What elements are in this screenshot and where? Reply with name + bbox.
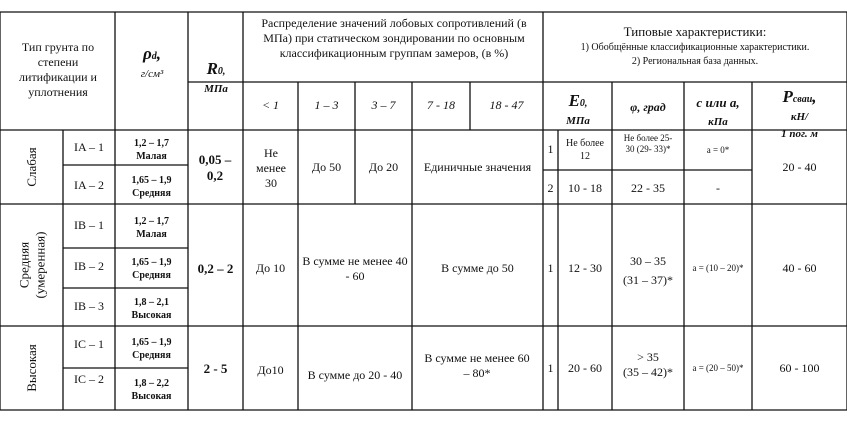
p-unit1: кН/ — [790, 110, 809, 123]
density-symbol: ρ — [142, 44, 152, 63]
phi-value — [612, 252, 684, 290]
range-1-3: 1 – 3 — [314, 98, 339, 112]
r0-subscript: 0, — [217, 66, 226, 77]
r0-unit: МПа — [204, 82, 228, 95]
header-phi: φ, град — [630, 100, 666, 114]
group-medium-name: Средняя (умеренная) — [16, 231, 47, 299]
row-number: 1 — [547, 361, 554, 375]
range-3-7: 3 – 7 — [371, 98, 396, 112]
range-7-18: 7 - 18 — [427, 98, 455, 112]
dist-3-7: До 20 — [368, 160, 399, 174]
p-value: 60 - 100 — [779, 361, 820, 375]
density-comma: , — [156, 44, 161, 63]
ca-value: a = (10 – 20)* — [692, 263, 744, 273]
density-value — [115, 297, 188, 322]
dist-7-47: В сумме до 50 — [441, 261, 514, 275]
density-range: 1,65 – 1,9 — [131, 257, 172, 268]
density-range: 1,2 – 1,7 — [134, 216, 169, 227]
r0-symbol: R — [206, 59, 218, 78]
phi-value: 22 - 35 — [631, 181, 665, 195]
density-value — [115, 257, 188, 282]
ca-value: a = (20 – 50)* — [692, 363, 744, 373]
dist-lt1: До10 — [257, 363, 284, 377]
header-distribution: Распределение значений лобовых сопротивлений (в МПа) при статическом зондировании по основным классификационным группам замеров, (в %) — [261, 16, 527, 60]
ca-value: a = 0* — [706, 145, 730, 155]
group-high-label: Высокая — [24, 344, 40, 392]
header-p — [752, 88, 847, 142]
header-typical-title: Типовые характеристики: — [623, 24, 767, 39]
dist-1-7: В сумме до 20 - 40 — [307, 368, 403, 382]
header-typical-item2: 2) Региональная база данных. — [631, 56, 759, 67]
row-number: 1 — [547, 261, 554, 275]
p-symbol: P — [782, 87, 793, 106]
e0-value: 12 - 30 — [568, 261, 602, 275]
header-typical-item1: 1) Обобщённые классификационные характеристики. — [580, 42, 810, 53]
density-value — [115, 175, 188, 200]
dist-1-3: До 50 — [311, 160, 342, 174]
dist-rest: Единичные значения — [423, 160, 532, 174]
density-label: Высокая — [131, 390, 172, 402]
phi-main: 30 – 35 — [630, 254, 666, 268]
header-soil-type: Тип грунта по степени литификации и уплотнения — [19, 40, 97, 99]
density-range: 1,8 – 2,2 — [134, 378, 169, 389]
subtype-code: IB – 2 — [74, 259, 104, 273]
e0-symbol: E — [568, 91, 580, 110]
subtype-code: IC – 1 — [74, 337, 104, 351]
phi-alt: (35 – 42)* — [623, 365, 673, 379]
e0-subscript: 0, — [579, 98, 588, 109]
density-unit: г/см³ — [140, 67, 164, 80]
subtype-code: IA – 1 — [74, 140, 104, 154]
group-medium-label — [16, 217, 47, 313]
density-value — [115, 138, 188, 163]
dist-lt1: Не менее 30 — [256, 146, 286, 190]
density-range: 1,65 – 1,9 — [131, 175, 172, 186]
row-number: 2 — [547, 181, 554, 195]
p-comma: , — [812, 87, 817, 106]
subtype-code: IB – 1 — [74, 218, 104, 232]
e0-value: 20 - 60 — [568, 361, 602, 375]
header-e0 — [544, 92, 612, 128]
density-label: Высокая — [131, 309, 172, 321]
density-range: 1,2 – 1,7 — [134, 138, 169, 149]
e0-value: Не более 12 — [566, 138, 604, 162]
subtype-code: IB – 3 — [74, 299, 104, 313]
dist-1-7: В сумме не менее 40 - 60 — [302, 254, 408, 283]
range-18-47: 18 - 47 — [489, 98, 524, 112]
range-lt1: < 1 — [261, 98, 280, 112]
density-subscript: d — [151, 51, 157, 62]
p-subscript: сваи — [792, 94, 813, 105]
subtype-code: IA – 2 — [74, 178, 104, 192]
dist-7-47: В сумме не менее 60 – 80* — [424, 351, 530, 380]
row-number: 1 — [547, 142, 554, 156]
density-value — [115, 378, 188, 403]
density-value — [115, 337, 188, 362]
header-r0 — [190, 60, 242, 96]
p-value: 40 - 60 — [782, 261, 817, 275]
r0-value: 0,05 – 0,2 — [198, 152, 232, 184]
density-value — [115, 216, 188, 241]
header-c-a — [684, 94, 752, 129]
density-range: 1,8 – 2,1 — [134, 297, 169, 308]
density-range: 1,65 – 1,9 — [131, 337, 172, 348]
density-label: Средняя — [132, 187, 171, 199]
phi-value: Не более 25- 30 (29- 33)* — [623, 133, 673, 155]
p-unit2: 1 пог. м — [781, 128, 818, 141]
subtype-code: IC – 2 — [74, 372, 104, 386]
c-a-unit: кПа — [708, 115, 728, 128]
density-label: Средняя — [132, 349, 171, 361]
ca-value: - — [716, 181, 720, 195]
phi-main: > 35 — [637, 350, 659, 364]
e0-unit: МПа — [566, 114, 590, 127]
header-density — [118, 45, 186, 81]
density-label: Средняя — [132, 269, 171, 281]
c-a-label: c или a, — [696, 95, 740, 110]
density-label: Малая — [136, 228, 167, 240]
group-weak-label: Слабая — [24, 147, 40, 187]
r0-value: 2 - 5 — [203, 361, 228, 376]
phi-alt: (31 – 37)* — [623, 273, 673, 288]
p-value: 20 - 40 — [782, 160, 817, 174]
e0-value: 10 - 18 — [568, 181, 602, 195]
dist-lt1: До 10 — [255, 261, 286, 275]
density-label: Малая — [136, 150, 167, 162]
r0-value: 0,2 – 2 — [197, 261, 234, 276]
phi-value — [612, 350, 684, 380]
